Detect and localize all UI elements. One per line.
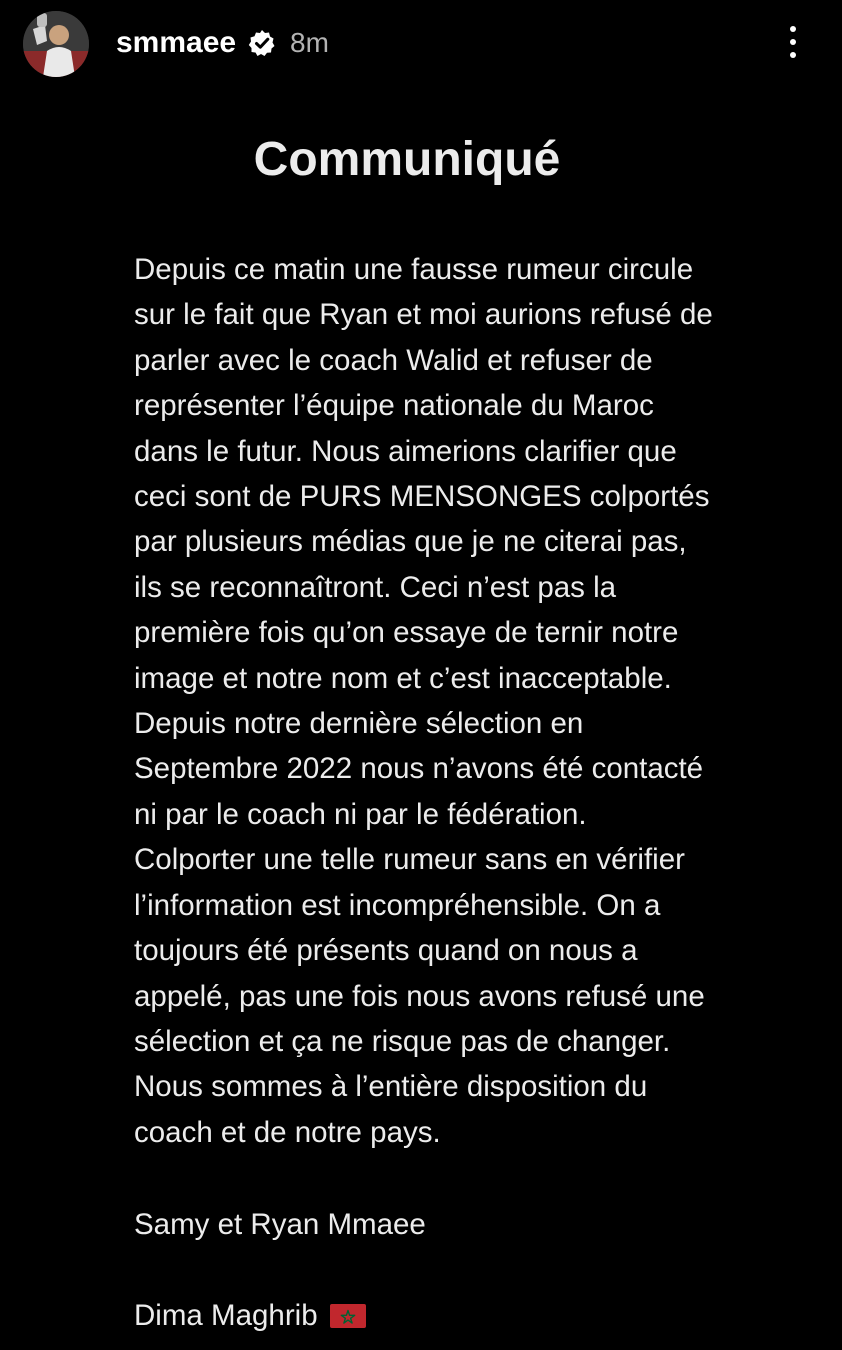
body-line: sur le fait que Ryan et moi aurions refusé de [134, 298, 713, 332]
body-line: ceci sont de PURS MENSONGES colportés [134, 480, 710, 514]
story-header [0, 0, 842, 90]
body-line: représenter l’équipe nationale du Maroc [134, 389, 654, 423]
body-line: sélection et ça ne risque pas de changer. [134, 1024, 671, 1058]
body-line: coach et de notre pays. [134, 1115, 441, 1149]
body-line: image et notre nom et c’est inacceptable. [134, 661, 672, 695]
avatar[interactable] [23, 11, 89, 77]
body-line: première fois qu’on essaye de ternir notre [134, 616, 679, 650]
body-line: ni par le coach ni par le fédération. [134, 797, 587, 831]
body-line: Depuis notre dernière sélection en [134, 707, 584, 741]
username[interactable]: smmaee [116, 26, 237, 59]
body-line: Nous sommes à l’entière disposition du [134, 1070, 648, 1104]
post-title: Communiqué [253, 133, 561, 186]
body-line: parler avec le coach Walid et refuser de [134, 343, 653, 377]
body-line: par plusieurs médias que je ne citerai pas, [134, 525, 687, 559]
body-line: l’information est incompréhensible. On a [134, 888, 661, 922]
body-line: Colporter une telle rumeur sans en vérifier [134, 843, 685, 877]
body-line: Septembre 2022 nous n’avons été contacté [134, 752, 704, 786]
body-line: toujours été présents quand on nous a [134, 934, 638, 968]
body-line: ils se reconnaîtront. Ceci n’est pas la [134, 570, 617, 604]
avatar-image [23, 11, 89, 77]
post-signature: Samy et Ryan Mmaee [134, 1208, 426, 1241]
post-closing [134, 1293, 366, 1338]
body-line: appelé, pas une fois nous avons refusé une [134, 979, 705, 1013]
body-line: dans le futur. Nous aimerions clarifier que [134, 434, 677, 468]
post-body [134, 247, 814, 1155]
more-vertical-icon[interactable] [776, 22, 810, 62]
post-timestamp: 8m [290, 27, 329, 58]
closing-text: Dima Maghrib [134, 1299, 318, 1332]
body-line: Depuis ce matin une fausse rumeur circule [134, 253, 694, 286]
verified-badge-icon [248, 29, 276, 57]
morocco-flag-icon [330, 1304, 366, 1328]
